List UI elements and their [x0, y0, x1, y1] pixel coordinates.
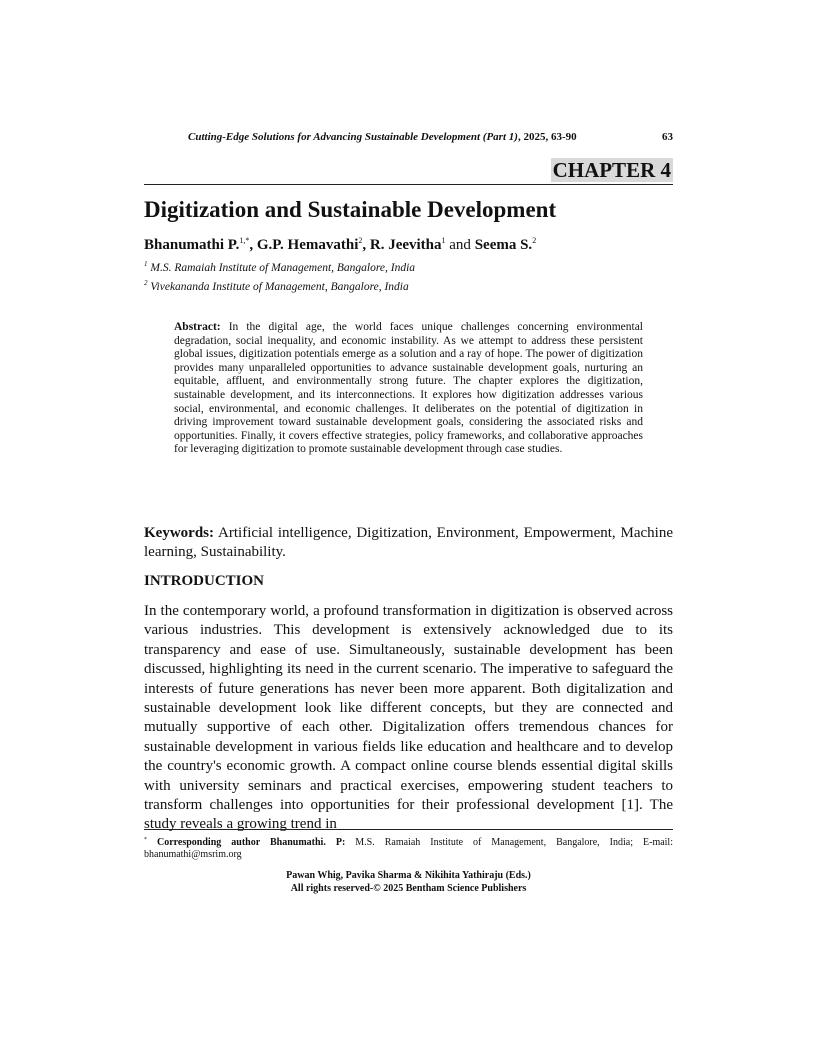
- body-paragraph: In the contemporary world, a profound transformation in digitization is observed across various industries. This development is extensively acknowledged due to its transparency and ease of use. Simultaneously, sustainable development has been discussed, highlighting its need in the current scenario. The imperative to safeguard the interests of future generations has never been more apparent. Both digitalization and sustainable development look like different concepts, but they are connected and mutually supportive of each other. Digitalization offers tremendous chances for sustainable development in various fields like education and healthcare and to develop the country's economic growth. A compact online course blends essential digital skills with university seminars and practical exercises, empowering student teachers to transform challenges into opportunities for their professional development [1]. The study reveals a growing trend in: [144, 603, 673, 833]
- chapter-header: [144, 158, 673, 185]
- abstract-label: Abstract:: [174, 321, 221, 333]
- chapter-label: CHAPTER 4: [552, 158, 671, 182]
- abstract-text: In the digital age, the world faces unique challenges concerning environmental degradation, social inequality, and economic instability. As we attempt to address these persistent global issues, digitization potentials emerge as a solution and a ray of hope. The power of digitization provides many unparalleled opportunities to advance sustainable development goals, nurturing an equitable, affluent, and environmentally strong future. The chapter explores the digitization, sustainable development, and its interconnections. It explores how digitization addresses various social, environmental, and economic challenges. It deliberates on the potential of digitization in driving improvement toward sustainable development goals, considering the associated risks and opportunities. Finally, it covers effective strategies, policy frameworks, and collaborative approaches for leveraging digitization to promote sustainable development through case studies.: [174, 321, 643, 456]
- running-head: [144, 131, 673, 147]
- author-separator: ,: [249, 237, 257, 253]
- author-sup: 1: [441, 236, 446, 245]
- author-name: Seema S.: [474, 237, 533, 253]
- author-name: Bhanumathi P.: [144, 237, 240, 253]
- author-separator: and: [445, 237, 475, 253]
- footnote: * Corresponding author Bhanumathi. P: M.S. Ramaiah Institute of Management, Bangalore, India; E-mail: bhanumathi@msrim.org: [144, 837, 673, 860]
- author-sup: 1,*: [239, 236, 250, 245]
- author-separator: ,: [362, 237, 370, 253]
- section-heading: INTRODUCTION: [144, 573, 265, 589]
- abstract: [174, 321, 643, 457]
- affiliation: $^1$ M.S. Ramaiah Institute of Management, Bangalore, India: [144, 260, 416, 274]
- chapter-title: Digitization and Sustainable Development: [144, 197, 557, 222]
- footnote-label: Corresponding author Bhanumathi. P:: [157, 837, 346, 848]
- footnote-text: M.S. Ramaiah Institute of Management, Bangalore, India; E-mail: bhanumathi@msrim.org: [144, 837, 673, 860]
- editors: Pawan Whig, Pavika Sharma & Nikihita Yathiraju (Eds.): [286, 870, 531, 881]
- running-head-title: Cutting-Edge Solutions for Advancing Sustainable Development (Part 1), 2025, 63-90: [188, 131, 577, 143]
- author-name: R. Jeevitha: [369, 237, 442, 253]
- author-name: G.P. Hemavathi: [256, 237, 359, 253]
- page-number: 63: [662, 131, 673, 143]
- author-sup: 2: [532, 236, 537, 245]
- rights: All rights reserved-© 2025 Bentham Science Publishers: [290, 883, 527, 894]
- keywords-label: Keywords:: [144, 525, 214, 541]
- affiliation: $^2$ Vivekananda Institute of Management, Bangalore, India: [144, 279, 409, 293]
- author-sup: 2: [358, 236, 363, 245]
- footnote-divider: [144, 829, 673, 830]
- keywords-text: Artificial intelligence, Digitization, Environment, Empowerment, Machine learning, Sustainability.: [144, 525, 673, 560]
- keywords: [144, 524, 673, 562]
- publisher-info: [144, 869, 673, 895]
- author-list: [144, 236, 536, 254]
